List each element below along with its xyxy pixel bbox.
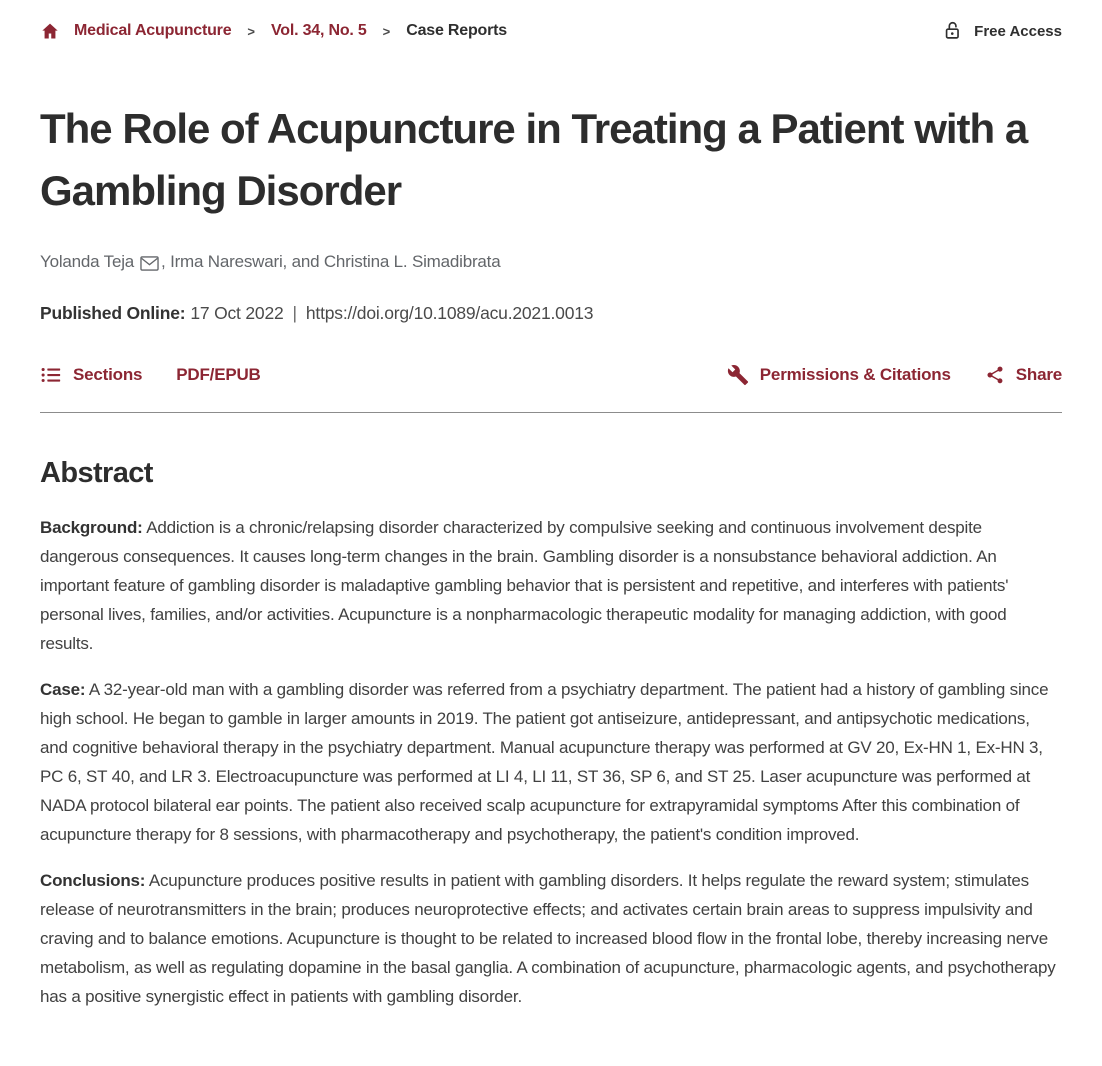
sections-label: Sections	[73, 365, 143, 384]
breadcrumb-current-section: Case Reports	[406, 22, 507, 39]
abstract-case-paragraph	[40, 675, 1062, 849]
conclusions-text: Acupuncture produces positive results in patient with gambling disorders. It helps regulate the reward system; stimulates release of neurotransmitters in the brain; produces neuroprotective effects; and activates certain brain areas to suppress impulsivity and craving and to balance emotions. Acupuncture is thought to be related to increased blood flow in the frontal lobe, thereby increasing nerve metabolism, as well as regulating dopamine in the basal ganglia. A combination of acupuncture, pharmacologic agents, and psychotherapy has a positive synergistic effect in patients with gambling disorder.	[40, 871, 1056, 1006]
published-online-label: Published Online:	[40, 303, 186, 323]
home-icon[interactable]	[40, 21, 60, 41]
breadcrumb-separator: >	[382, 23, 391, 39]
author-names-rest: , Irma Nareswari, and Christina L. Simadibrata	[161, 252, 501, 271]
breadcrumb-journal-link[interactable]: Medical Acupuncture	[74, 22, 232, 39]
abstract-heading: Abstract	[40, 457, 153, 489]
open-lock-icon	[942, 20, 964, 42]
email-icon[interactable]	[140, 256, 159, 271]
breadcrumb-issue-link[interactable]: Vol. 34, No. 5	[271, 22, 367, 39]
list-icon	[40, 364, 62, 386]
wrench-icon	[727, 364, 749, 386]
access-badge	[942, 20, 1062, 42]
share-label: Share	[1015, 365, 1062, 384]
permissions-citations-button[interactable]	[727, 364, 951, 386]
divider: |	[292, 303, 297, 323]
background-label: Background:	[40, 518, 143, 537]
author-list	[40, 252, 1062, 272]
share-icon	[985, 365, 1005, 385]
published-date: 17 Oct 2022	[190, 303, 284, 323]
top-bar	[40, 20, 1062, 42]
abstract-background-paragraph	[40, 513, 1062, 658]
breadcrumb	[40, 21, 507, 41]
sections-button[interactable]	[40, 364, 142, 386]
author-name[interactable]: Yolanda Teja	[40, 252, 135, 271]
toolbar-left-group	[40, 364, 261, 386]
toolbar-divider	[40, 412, 1062, 413]
article-toolbar	[40, 364, 1062, 386]
case-label: Case:	[40, 680, 86, 699]
permissions-citations-label: Permissions & Citations	[759, 365, 951, 384]
publication-info	[40, 303, 1062, 324]
pdf-epub-label: PDF/EPUB	[176, 365, 261, 384]
conclusions-label: Conclusions:	[40, 871, 146, 890]
pdf-epub-button[interactable]	[176, 365, 260, 385]
article-page	[0, 20, 1102, 1011]
background-text: Addiction is a chronic/relapsing disorder characterized by compulsive seeking and continuous involvement despite dangerous consequences. It causes long-term changes in the brain. Gambling disorder is a nonsubstance behavioral addiction. An important feature of gambling disorder is maladaptive gambling behavior that is persistent and repetitive, and interferes with patients' personal lives, families, and/or activities. Acupuncture is a nonpharmacologic therapeutic modality for managing addiction, with good results.	[40, 518, 1009, 653]
case-text: A 32-year-old man with a gambling disorder was referred from a psychiatry department. The patient had a history of gambling since high school. He began to gamble in larger amounts in 2019. The patient got antiseizure, antidepressant, and antipsychotic medications, and cognitive behavioral therapy in the psychiatry department. Manual acupuncture therapy was performed at GV 20, Ex-HN 1, Ex-HN 3, PC 6, ST 40, and LR 3. Electroacupuncture was performed at LI 4, LI 11, ST 36, SP 6, and ST 25. Laser acupuncture was performed at NADA protocol bilateral ear points. The patient also received scalp acupuncture for extrapyramidal symptoms After this combination of acupuncture therapy for 8 sessions, with pharmacotherapy and psychotherapy, the patient's condition improved.	[40, 680, 1049, 844]
toolbar-right-group	[727, 364, 1062, 386]
breadcrumb-separator: >	[247, 23, 256, 39]
access-label: Free Access	[974, 22, 1062, 40]
share-button[interactable]	[985, 365, 1062, 385]
abstract-conclusions-paragraph	[40, 866, 1062, 1011]
article-title: The Role of Acupuncture in Treating a Patient with a Gambling Disorder	[40, 105, 1028, 214]
doi-link[interactable]: https://doi.org/10.1089/acu.2021.0013	[305, 303, 594, 323]
